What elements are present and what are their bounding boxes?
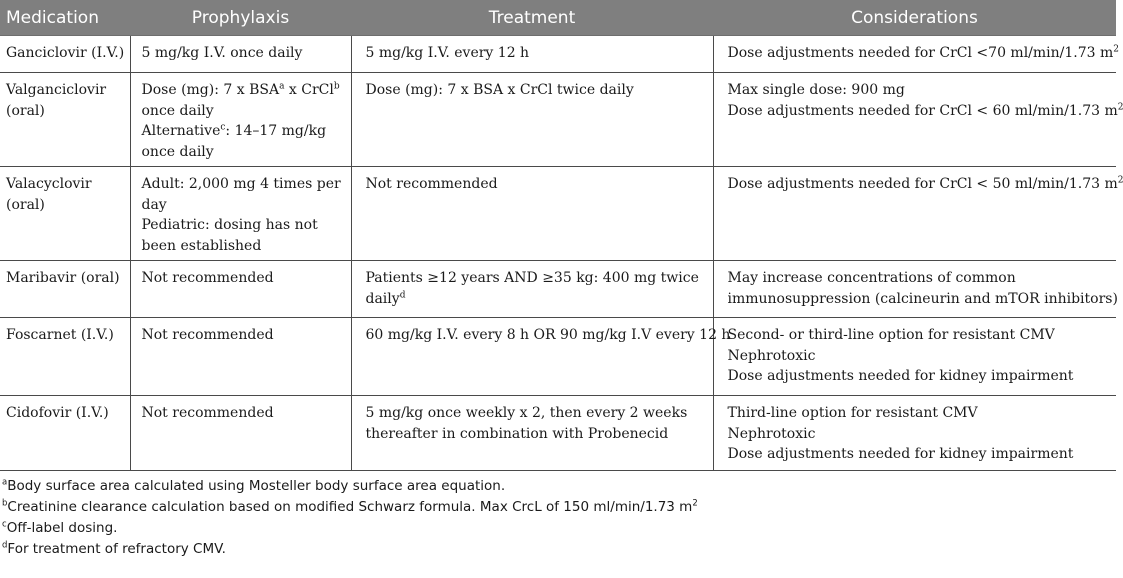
medication-name: Ganciclovir (I.V.) (6, 45, 125, 61)
prophylaxis-line (142, 80, 343, 101)
prophylaxis-line: Not recommended (141, 327, 274, 343)
medication-cell (0, 36, 130, 73)
prophylaxis-cell (130, 396, 351, 471)
considerations-line: May increase concentrations of common (727, 270, 1016, 286)
prophylaxis-cell (130, 73, 351, 167)
treatment-line (366, 289, 705, 310)
treatment-cell (351, 73, 713, 167)
table-row (0, 261, 1116, 318)
considerations-text: Dose adjustments needed for CrCl < 50 ml/min/1.73 m (727, 176, 1118, 192)
table-footnotes (0, 476, 1116, 560)
superscript: 2 (1117, 175, 1123, 186)
treatment-line: 60 mg/kg I.V. every 8 h OR 90 mg/kg I.V every 12 h (365, 327, 731, 343)
prophylaxis-cell (130, 318, 351, 396)
footnote-text: For treatment of refractory CMV. (7, 541, 226, 557)
considerations-text: Dose adjustments needed for CrCl <70 ml/min/1.73 m (727, 45, 1114, 61)
medication-name: Cidofovir (I.V.) (6, 405, 109, 421)
considerations-line: Dose adjustments needed for kidney impairment (727, 446, 1074, 462)
considerations-cell (713, 73, 1123, 167)
considerations-cell (713, 167, 1123, 261)
considerations-line: Max single dose: 900 mg (727, 82, 905, 98)
prophylaxis-line: Not recommended (141, 405, 274, 421)
prophylaxis-text: Dose (mg): 7 x BSA (141, 82, 280, 98)
treatment-cell (351, 261, 713, 318)
footnote-text: Off-label dosing. (6, 520, 118, 536)
considerations-cell (713, 261, 1116, 318)
treatment-line: 5 mg/kg I.V. every 12 h (365, 45, 530, 61)
prophylaxis-line: been established (141, 237, 262, 254)
footnote-d (2, 539, 1116, 560)
medication-cell (0, 73, 130, 167)
considerations-line: Nephrotoxic (727, 347, 816, 364)
footnote-marker: d (2, 540, 8, 551)
considerations-line: Nephrotoxic (727, 425, 816, 442)
medication-name: Foscarnet (I.V.) (6, 327, 114, 343)
table-body (0, 36, 1123, 471)
table-row (0, 167, 1116, 261)
considerations-line: Dose adjustments needed for kidney impairment (727, 368, 1074, 384)
considerations-line (727, 43, 1120, 64)
medication-name: Valacyclovir (6, 176, 92, 192)
considerations-cell (713, 396, 1116, 471)
considerations-line (727, 101, 1123, 122)
treatment-cell (351, 36, 713, 73)
footnote-c (2, 518, 1116, 539)
footnote-mark-a: a (279, 81, 285, 92)
medication-cell (0, 261, 130, 318)
considerations-line: Second- or third-line option for resistant CMV (727, 327, 1055, 343)
prophylaxis-text: Alternative (141, 123, 221, 139)
treatment-line: Not recommended (365, 176, 498, 192)
considerations-cell (713, 318, 1116, 396)
prophylaxis-line: Adult: 2,000 mg 4 times per (141, 176, 341, 192)
table-row (0, 318, 1116, 396)
header-treatment: Treatment (351, 0, 713, 36)
medication-route: (oral) (6, 196, 45, 213)
prophylaxis-cell (130, 36, 351, 73)
medication-cell (0, 167, 130, 261)
medication-name: Valganciclovir (6, 82, 107, 98)
considerations-line: Third-line option for resistant CMV (727, 405, 978, 421)
footnote-marker: b (2, 498, 8, 509)
footnote-text: Creatinine clearance calculation based on modified Schwarz formula. Max CrcL of 150 ml/min/1.73 m (7, 499, 693, 515)
prophylaxis-line: 5 mg/kg I.V. once daily (141, 45, 303, 61)
considerations-line: immunosuppression (calcineurin and mTOR inhibitors) (727, 290, 1118, 307)
treatment-line: Patients ≥12 years AND ≥35 kg: 400 mg twice (365, 270, 699, 286)
considerations-text: Dose adjustments needed for CrCl < 60 ml/min/1.73 m (727, 102, 1118, 119)
table-row (0, 73, 1116, 167)
superscript: 2 (1113, 44, 1120, 55)
footnote-mark-b: b (333, 81, 340, 92)
treatment-line: 5 mg/kg once weekly x 2, then every 2 weeks (365, 405, 688, 421)
prophylaxis-line: once daily (141, 102, 214, 119)
considerations-line (727, 174, 1123, 195)
prophylaxis-cell (130, 167, 351, 261)
medication-route: (oral) (6, 102, 45, 119)
header-prophylaxis: Prophylaxis (130, 0, 351, 36)
treatment-text: daily (365, 290, 400, 307)
prophylaxis-line: once daily (141, 143, 214, 160)
treatment-cell (351, 318, 731, 396)
footnote-marker: c (2, 519, 7, 530)
footnote-text: Body surface area calculated using Mosteller body surface area equation. (7, 478, 506, 494)
header-medication: Medication (0, 0, 130, 36)
treatment-cell (351, 167, 713, 261)
superscript: 2 (1117, 101, 1123, 112)
prophylaxis-line: Pediatric: dosing has not (141, 217, 318, 233)
footnote-b (2, 497, 1116, 518)
prophylaxis-text: x CrCl (284, 82, 334, 98)
footnote-marker: a (2, 477, 8, 488)
prophylaxis-text: : 14–17 mg/kg (225, 123, 327, 139)
medication-cell (0, 318, 130, 396)
table-header-row (0, 0, 1116, 36)
medication-name: Maribavir (oral) (6, 270, 120, 286)
table-row (0, 36, 1116, 73)
superscript: 2 (692, 498, 698, 509)
prophylaxis-cell (130, 261, 351, 318)
prophylaxis-line (142, 121, 343, 142)
considerations-cell (713, 36, 1120, 73)
footnote-a (2, 476, 1116, 497)
medication-cell (0, 396, 130, 471)
table-row (0, 396, 1116, 471)
prophylaxis-line: day (141, 196, 167, 213)
footnote-mark-c: c (220, 122, 226, 133)
treatment-cell (351, 396, 713, 471)
header-considerations: Considerations (713, 0, 1116, 36)
footnote-mark-d: d (399, 289, 406, 300)
treatment-line: Dose (mg): 7 x BSA x CrCl twice daily (365, 82, 634, 98)
treatment-line: thereafter in combination with Probenecid (365, 425, 669, 442)
prophylaxis-line: Not recommended (141, 270, 274, 286)
